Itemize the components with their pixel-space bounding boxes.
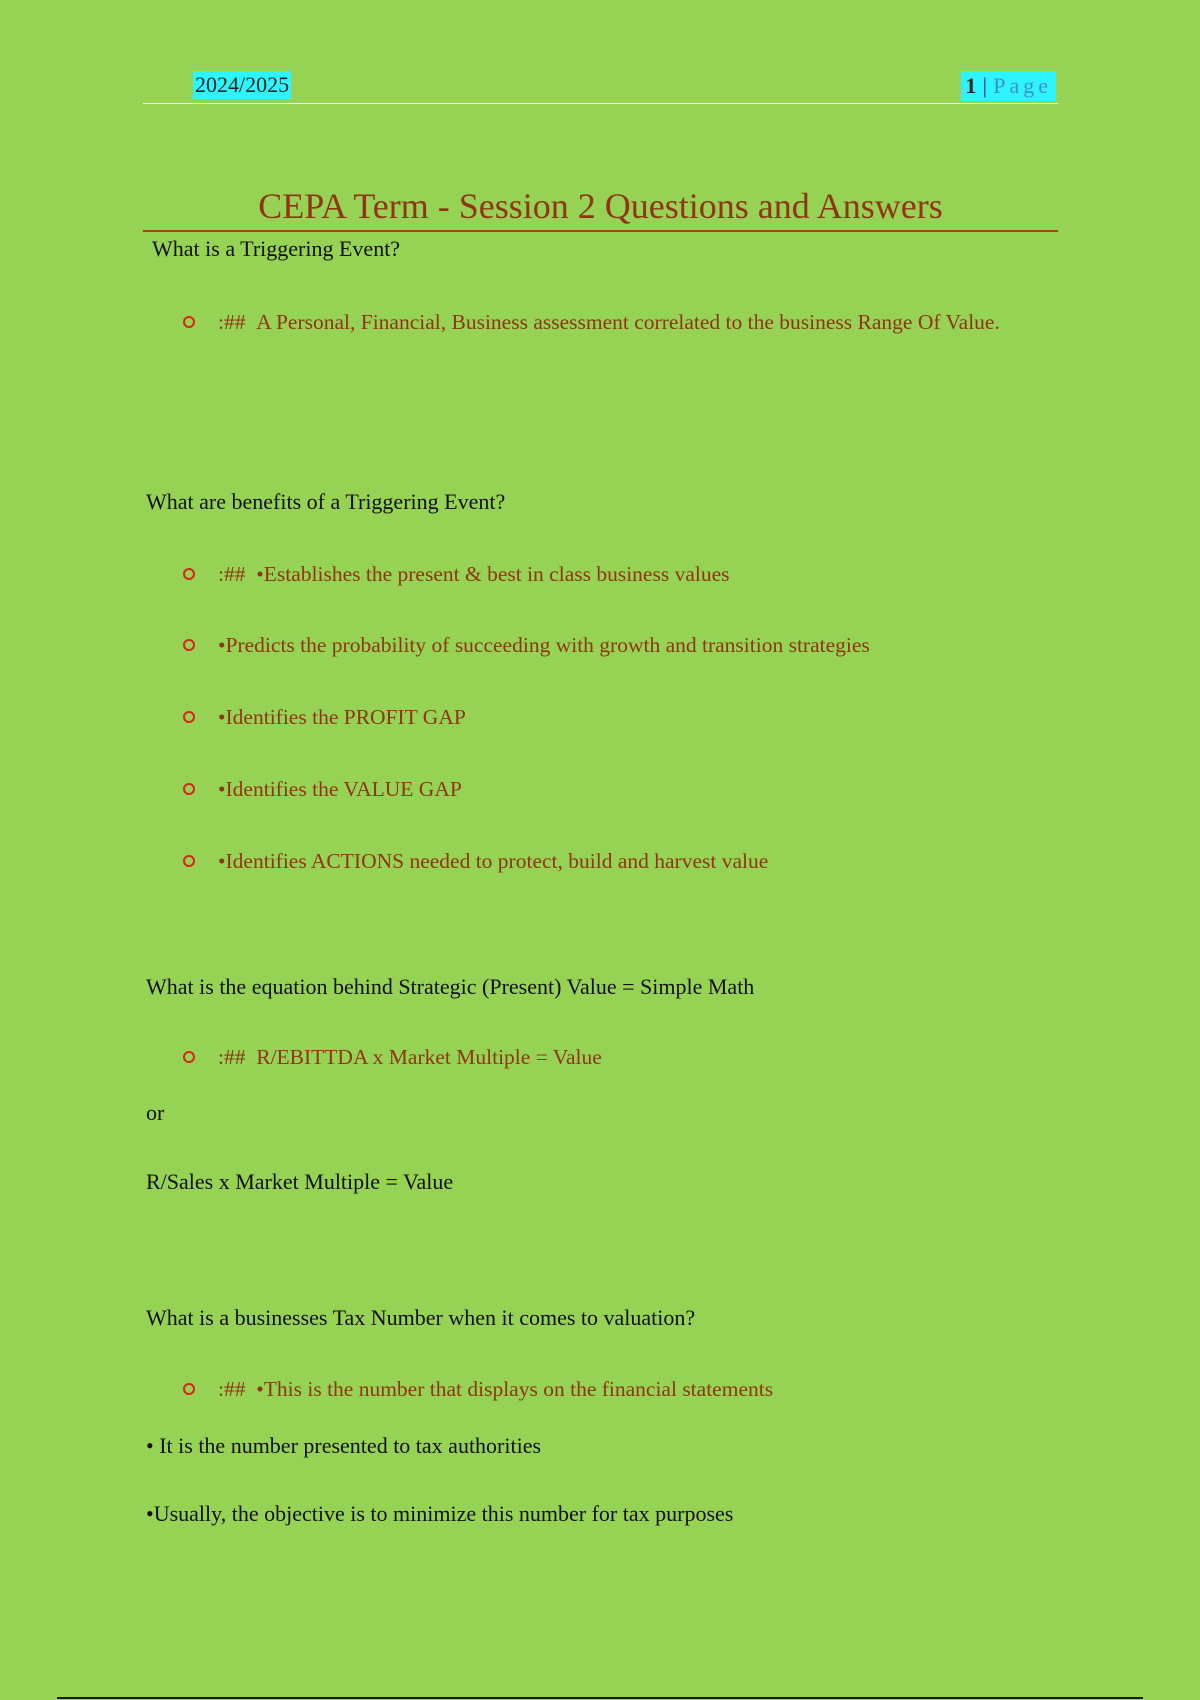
answer-item: [182, 847, 1062, 875]
answer-text: •Identifies ACTIONS needed to protect, build and harvest value: [218, 849, 769, 873]
header-year: 2024/2025: [195, 72, 290, 97]
page-label: Page: [993, 73, 1052, 98]
answer-item: [182, 295, 1062, 349]
header-divider: [143, 103, 1058, 104]
answer-text: •Predicts the probability of succeeding with growth and transition strategies: [218, 633, 870, 657]
hollow-circle-bullet-icon: [182, 1375, 218, 1403]
answer-item: [182, 1043, 1062, 1071]
question-text: What is the equation behind Strategic (Present) Value = Simple Math: [146, 974, 755, 999]
body-text: •Usually, the objective is to minimize this number for tax purposes: [146, 1501, 734, 1526]
title-divider: [143, 230, 1058, 232]
header-page-number: [961, 71, 1056, 101]
body-text: or: [146, 1100, 165, 1125]
hollow-circle-bullet-icon: [182, 560, 218, 588]
hollow-circle-bullet-icon: [182, 775, 218, 803]
answer-text: •Identifies the VALUE GAP: [218, 777, 462, 801]
hollow-circle-bullet-icon: [182, 631, 218, 659]
question-text: What are benefits of a Triggering Event?: [146, 489, 506, 514]
answer-item: [182, 703, 1062, 731]
answer-item: [182, 1375, 1062, 1403]
question-text: What is a businesses Tax Number when it comes to valuation?: [146, 1305, 696, 1330]
answer-text: •Identifies the PROFIT GAP: [218, 705, 466, 729]
question-text: What is a Triggering Event?: [152, 236, 401, 261]
answer-item: [182, 560, 1062, 588]
answer-item: [182, 775, 1062, 803]
answer-item: [182, 631, 1062, 659]
body-text: R/Sales x Market Multiple = Value: [146, 1169, 454, 1194]
answer-text: :## •This is the number that displays on the financial statements: [218, 1377, 774, 1401]
answer-text: :## •Establishes the present & best in class business values: [218, 562, 730, 586]
answer-text: :## R/EBITTDA x Market Multiple = Value: [218, 1045, 602, 1069]
hollow-circle-bullet-icon: [182, 847, 218, 875]
document-title: CEPA Term - Session 2 Questions and Answers: [258, 186, 943, 226]
hollow-circle-bullet-icon: [182, 703, 218, 731]
hollow-circle-bullet-icon: [182, 295, 218, 349]
answer-text: :## A Personal, Financial, Business assessment correlated to the business Range Of Value.: [218, 310, 1000, 334]
footer-divider: [57, 1697, 1143, 1699]
body-text: • It is the number presented to tax authorities: [146, 1433, 542, 1458]
hollow-circle-bullet-icon: [182, 1043, 218, 1071]
page-separator: |: [982, 73, 988, 98]
page-number: 1: [965, 73, 977, 98]
